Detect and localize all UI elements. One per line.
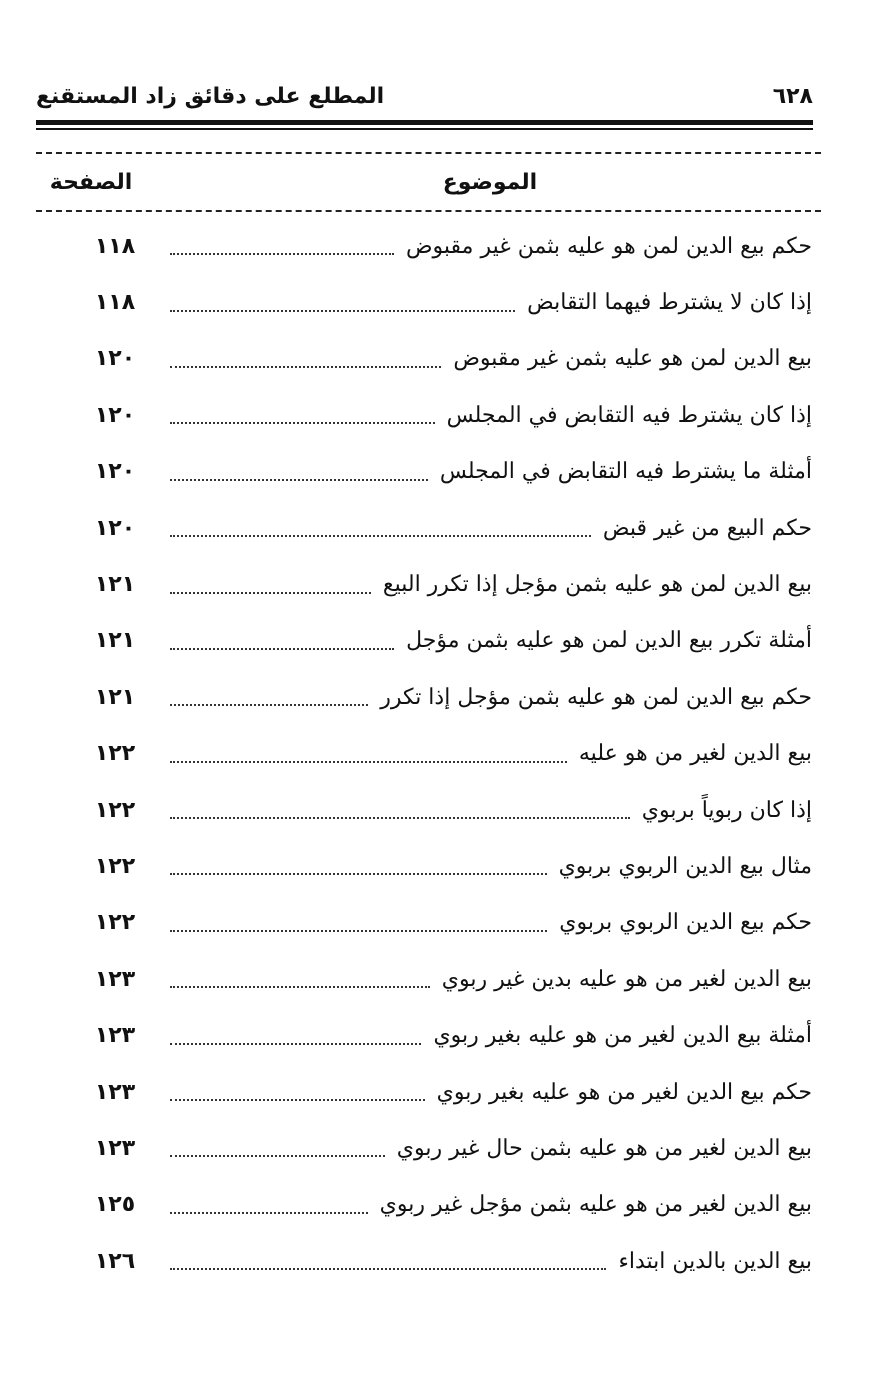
dot-leader: [170, 1268, 606, 1270]
toc-entry-title: حكم بيع الدين لمن هو عليه بثمن مؤجل إذا تكرر: [380, 684, 812, 710]
toc-entry-page: ١٢٣: [94, 966, 136, 992]
toc-entry-title: بيع الدين لمن هو عليه بثمن غير مقبوض: [453, 346, 812, 372]
toc-entry-title: مثال بيع الدين الربوي بربوي: [558, 853, 812, 879]
dot-leader: [170, 761, 567, 763]
toc-entry-page: ١٢٢: [94, 741, 136, 767]
toc-entry-title: بيع الدين لغير من هو عليه بثمن مؤجل غير ربوي: [379, 1192, 812, 1218]
toc-entry: [60, 895, 812, 951]
dashed-divider-bottom: [36, 210, 821, 212]
toc-entry: [60, 613, 812, 669]
toc-entry-title: أمثلة ما يشترط فيه التقابض في المجلس: [439, 459, 812, 485]
toc-entry-title: حكم بيع الدين لغير من هو عليه بغير ربوي: [436, 1079, 812, 1105]
dot-leader: [170, 704, 368, 706]
dot-leader: [170, 1043, 421, 1045]
toc-entry: [60, 556, 812, 612]
dot-leader: [170, 535, 591, 537]
dot-leader: [170, 1212, 368, 1214]
toc-entry-page: ١٢٣: [94, 1135, 136, 1161]
book-title: المطلع على دقائق زاد المستقنع: [36, 84, 385, 109]
dot-leader: [170, 592, 371, 594]
toc-entry-title: حكم بيع الدين لمن هو عليه بثمن غير مقبوض: [405, 233, 812, 259]
toc-entry-page: ١٢٣: [94, 1079, 136, 1105]
toc-entry: [60, 218, 812, 274]
column-header-topic: الموضوع: [442, 170, 538, 195]
toc-entry-title: حكم بيع الدين الربوي بربوي: [559, 910, 812, 936]
toc-entry-page: ١٢١: [94, 572, 136, 598]
toc-entry: [60, 331, 812, 387]
toc-entry-page: ١٢٠: [94, 459, 136, 485]
toc-entry-title: إذا كان لا يشترط فيهما التقابض: [527, 290, 812, 316]
dot-leader: [170, 648, 394, 650]
table-of-contents: [60, 218, 812, 1289]
toc-entry: [60, 1233, 812, 1289]
toc-entry-title: بيع الدين لغير من هو عليه بثمن حال غير ربوي: [396, 1135, 812, 1161]
toc-entry: [60, 726, 812, 782]
dot-leader: [170, 479, 428, 481]
dot-leader: [170, 253, 394, 255]
toc-entry-page: ١٢٢: [94, 797, 136, 823]
page-number: ٦٢٨: [772, 84, 813, 109]
dot-leader: [170, 1099, 425, 1101]
toc-entry-title: إذا كان ربوياً بربوي: [641, 797, 812, 823]
toc-entry-title: بيع الدين لغير من هو عليه: [578, 741, 812, 767]
toc-entry-page: ١١٨: [94, 290, 136, 316]
toc-entry: [60, 1177, 812, 1233]
dot-leader: [170, 366, 441, 368]
toc-entry-page: ١٢١: [94, 684, 136, 710]
dot-leader: [170, 873, 547, 875]
toc-entry: [60, 1064, 812, 1120]
toc-entry-title: إذا كان يشترط فيه التقابض في المجلس: [446, 402, 812, 428]
toc-entry: [60, 387, 812, 443]
dot-leader: [170, 310, 515, 312]
toc-entry-page: ١٢٢: [94, 853, 136, 879]
dot-leader: [170, 1155, 385, 1157]
toc-entry-title: حكم البيع من غير قبض: [602, 515, 812, 541]
running-header: [36, 84, 813, 124]
toc-entry-page: ١٢٦: [94, 1248, 136, 1274]
toc-entry-page: ١٢٣: [94, 1023, 136, 1049]
toc-entry-title: بيع الدين لغير من هو عليه بدين غير ربوي: [441, 966, 812, 992]
dot-leader: [170, 817, 630, 819]
toc-entry-page: ١٢٠: [94, 346, 136, 372]
toc-entry-page: ١٢٥: [94, 1192, 136, 1218]
toc-entry: [60, 274, 812, 330]
toc-entry-page: ١١٨: [94, 233, 136, 259]
column-header-page: الصفحة: [49, 170, 133, 195]
toc-entry: [60, 782, 812, 838]
toc-entry-title: أمثلة بيع الدين لغير من هو عليه بغير ربوي: [433, 1023, 812, 1049]
dashed-divider-top: [36, 152, 821, 154]
toc-entry: [60, 444, 812, 500]
header-rule-thin: [36, 128, 813, 130]
toc-entry: [60, 1007, 812, 1063]
dot-leader: [170, 422, 435, 424]
header-rule-thick: [36, 120, 813, 125]
toc-entry: [60, 669, 812, 725]
toc-entry-page: ١٢٢: [94, 910, 136, 936]
toc-entry-page: ١٢٠: [94, 402, 136, 428]
toc-entry-title: بيع الدين بالدين ابتداء: [618, 1248, 812, 1274]
toc-entry-title: بيع الدين لمن هو عليه بثمن مؤجل إذا تكرر البيع: [382, 572, 812, 598]
toc-entry-page: ١٢١: [94, 628, 136, 654]
toc-entry: [60, 1120, 812, 1176]
dot-leader: [170, 930, 547, 932]
toc-entry: [60, 838, 812, 894]
toc-entry-title: أمثلة تكرر بيع الدين لمن هو عليه بثمن مؤجل: [406, 628, 812, 654]
dot-leader: [170, 986, 430, 988]
toc-entry: [60, 951, 812, 1007]
toc-entry: [60, 500, 812, 556]
toc-entry-page: ١٢٠: [94, 515, 136, 541]
